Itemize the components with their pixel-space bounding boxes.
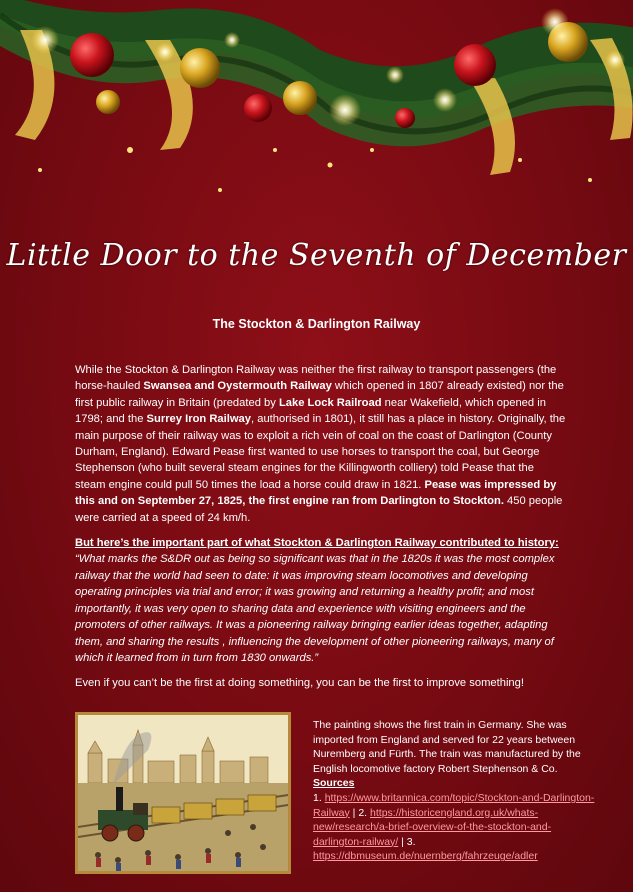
source-number: | 2. bbox=[349, 806, 371, 819]
painting-caption-block bbox=[313, 718, 595, 864]
sources-heading: Sources bbox=[313, 777, 355, 790]
source-number: 1. bbox=[313, 791, 325, 804]
source-link-britannica[interactable]: https://www.britannica.com/topic/Stockton-and-Darlington-Railway bbox=[313, 791, 595, 819]
source-link-historic-england[interactable]: https://historicengland.org.uk/whats-new/research/a-brief-overview-of-the-stockton-and-darlington-railway/ bbox=[313, 806, 552, 848]
text-run-bold: Lake Lock Railroad bbox=[278, 396, 382, 409]
text-run: which opened in 1807 already existed) nor the first public railway in Britain (predated by bbox=[75, 380, 564, 409]
painting-caption: The painting shows the first train in Germany. She was imported from England and served for 22 years between Nuremberg and Fürth. The train was manufactured by the English locomotive factory Robert Stephenson & Co. bbox=[313, 719, 581, 775]
first-german-train-painting bbox=[75, 712, 291, 874]
source-link-db-museum[interactable]: https://dbmuseum.de/nuernberg/fahrzeuge/adler bbox=[313, 850, 538, 863]
quote-text: “What marks the S&DR out as being so significant was that in the 1820s it was the most complex railway that the world had seen to date: it was improving steam locomotives and developing operating principles via trial and error; it was growing and returning a healthy profit; and most importantly, it was very open to sharing data and experience with visiting engineers and the promoters of other railways. It was a pioneering railway bringing earlier ideas together, adapting them, and sharing the results , influencing the development of other pioneering railways, many of which it learned from in turn from 1830 onwards.” bbox=[75, 553, 555, 664]
sources-list bbox=[313, 791, 595, 864]
article-body bbox=[75, 362, 567, 701]
intro-paragraph bbox=[75, 362, 567, 526]
closing-paragraph: Even if you can’t be the first at doing something, you can be the first to improve something! bbox=[75, 677, 524, 690]
text-run-bold: Pease was impressed by this and on September 27, 1825, the first engine ran from Darlington to Stockton. bbox=[75, 478, 557, 508]
text-run-bold: Surrey Iron Railway bbox=[146, 413, 252, 426]
source-number: | 3. bbox=[398, 835, 416, 848]
christmas-garland-image bbox=[0, 0, 633, 215]
text-run-bold: Swansea and Oystermouth Railway bbox=[143, 380, 332, 393]
text-run: , authorised in 1801), it still has a place in history. Originally, the main purpose of their railway was to exploit a rich vein of coal on the coast of Darlington (County Durham, England). Edward Pease first wanted to use horses to transport the coal, but George Stephenson (who built several steam engines for the Killingworth colliery) told Pease that the steam engine could pull 50 times the load a horse could draw in 1821. bbox=[75, 413, 566, 491]
text-run: While the Stockton & Darlington Railway was neither the first railway to transport passengers (the horse-hauled bbox=[75, 364, 557, 393]
text-run: near Wakefield, which opened in 1798; and the bbox=[75, 396, 546, 426]
text-run: 450 people were carried at a speed of 24 km/h. bbox=[75, 495, 563, 524]
page-title: Little Door to the Seventh of December bbox=[6, 238, 627, 273]
quote-paragraph bbox=[75, 535, 567, 666]
article-heading: The Stockton & Darlington Railway bbox=[212, 317, 421, 331]
quote-lead-in: But here’s the important part of what Stockton & Darlington Railway contributed to history: bbox=[75, 537, 559, 550]
